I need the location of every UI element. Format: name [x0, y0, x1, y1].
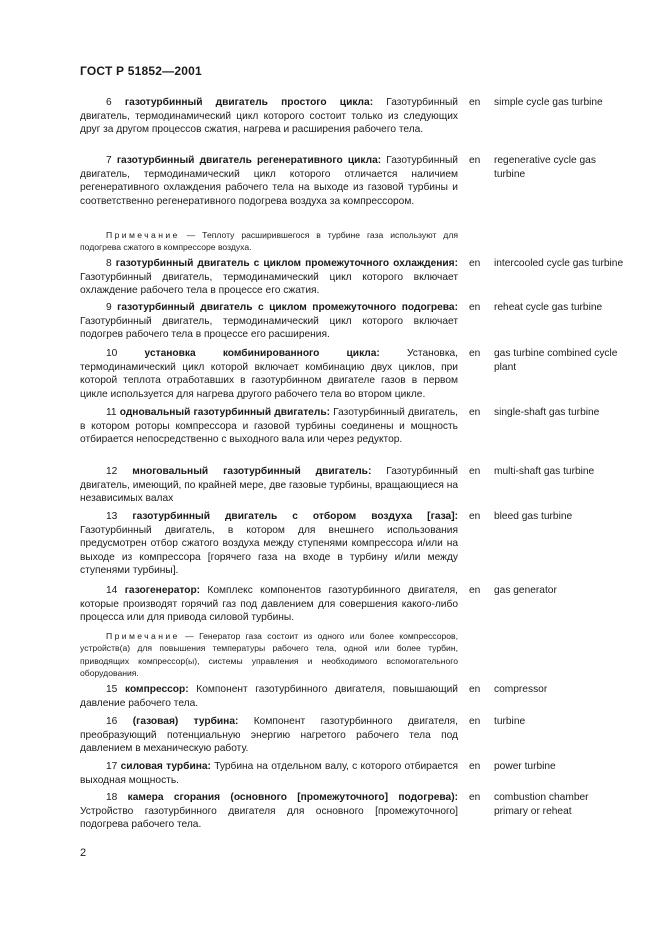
term-definition: Газотурбинный двигатель, термодинамический цикл которого отличается наличием регенеративного охлаждения рабочего тела на выходе из газовой турбины и соответственно регенеративного подогрева воздуха за компрессором. — [80, 155, 458, 207]
english-term: regenerative cycle gas turbine — [494, 155, 596, 180]
term-name: (газовая) турбина: — [132, 716, 239, 727]
language-code: en — [469, 716, 481, 727]
term-definition: Компонент газотурбинного двигателя, преобразующий потенциальную энергию нагретого рабочего тела под давлением в механическую работу. — [80, 716, 458, 755]
term-definition: Газотурбинный двигатель, термодинамический цикл которого включает охлаждение рабочего тела в процессе его сжатия. — [80, 271, 458, 297]
term-name: газогенератор: — [124, 585, 201, 596]
language-code: en — [469, 792, 481, 803]
language-code: en — [469, 407, 481, 418]
language-code: en — [469, 684, 481, 695]
term-name: газотурбинный двигатель регенеративного цикла: — [116, 155, 382, 166]
note-block — [80, 630, 458, 680]
term-entry-9: 9 газотурбинный двигатель с циклом промежуточного подогрева: Газотурбинный двигатель, термодинамический цикл которого включает подогрев рабочего тела в процессе его расширения. — [80, 302, 458, 341]
english-term: gas generator — [494, 585, 557, 596]
term-name: камера сгорания (основного [промежуточного] подогрева): — [127, 792, 458, 803]
note-label: Примечание — [106, 631, 180, 641]
english-term: single-shaft gas turbine — [494, 407, 600, 418]
term-name: газотурбинный двигатель с циклом промежуточного подогрева: — [117, 302, 458, 313]
english-term: bleed gas turbine — [494, 511, 573, 522]
term-entry-18: 18 камера сгорания (основного [промежуточного] подогрева): Устройство газотурбинного двигателя для основного [промежуточного] подогрева рабочего тела. — [80, 792, 458, 831]
page-number: 2 — [80, 847, 87, 859]
term-entry-6: 6 газотурбинный двигатель простого цикла: Газотурбинный двигатель, термодинамический цикл которого состоит только из следующих друг за другом процессов сжатия, нагрева и расширения рабочего тела. — [80, 97, 458, 136]
term-entry-15: 15 компрессор: Компонент газотурбинного двигателя, повышающий давление рабочего тела. — [80, 684, 458, 709]
english-term: turbine — [494, 716, 526, 727]
term-name: газотурбинный двигатель с отбором воздуха [газа]: — [132, 511, 458, 522]
language-code: en — [469, 585, 481, 596]
term-definition: Газотурбинный двигатель, термодинамический цикл которого состоит только из следующих друг за другом процессов сжатия, нагрева и расширения рабочего тела. — [80, 97, 458, 136]
language-code: en — [469, 155, 481, 166]
term-entry-11: 11 одновальный газотурбинный двигатель: Газотурбинный двигатель, в котором роторы компрессора и газовой турбины соединены и мощность отбирается непосредственно с выходного вала или через редуктор. — [80, 407, 458, 446]
term-name: компрессор: — [124, 684, 189, 695]
term-definition: Газотурбинный двигатель, имеющий, по крайней мере, две газовые турбины, вращающиеся на независимых валах — [80, 466, 458, 505]
term-name: одновальный газотурбинный двигатель: — [119, 407, 330, 418]
term-name: силовая турбина: — [120, 761, 211, 772]
term-entry-10: 10 установка комбинированного цикла: Установка, термодинамический цикл которой включает комбинацию двух циклов, при которой теплота отработавших в газотурбинном двигателе газов в первом цикле используется для нагрева другого рабочего тела во втором цикле. — [80, 348, 458, 400]
term-entry-8: 8 газотурбинный двигатель с циклом промежуточного охлаждения: Газотурбинный двигатель, термодинамический цикл которого включает охлаждение рабочего тела в процессе его сжатия. — [80, 258, 458, 297]
english-term: simple cycle gas turbine — [494, 97, 603, 108]
english-term: gas turbine combined cycle plant — [494, 348, 618, 373]
english-term: compressor — [494, 684, 548, 695]
term-entry-12: 12 многовальный газотурбинный двигатель: Газотурбинный двигатель, имеющий, по крайней мере, две газовые турбины, вращающиеся на независимых валах — [80, 466, 458, 505]
term-definition: Газотурбинный двигатель, в котором для внешнего использования предусмотрен отбор сжатого воздуха между ступенями компрессора и/или на выходе из компрессора [горячего газа на входе в турбину и/или между ступенями турбины]. — [80, 524, 458, 577]
language-code: en — [469, 761, 481, 772]
note-text: — Теплоту расширившегося в турбине газа используют для подогрева сжатого в компрессоре воздуха. — [80, 230, 458, 253]
term-name: газотурбинный двигатель простого цикла: — [124, 97, 374, 108]
term-definition: Компонент газотурбинного двигателя, повышающий давление рабочего тела. — [80, 684, 458, 709]
term-name: газотурбинный двигатель с циклом промежуточного охлаждения: — [115, 258, 458, 269]
term-entry-14: 14 газогенератор: Комплекс компонентов газотурбинного двигателя, которые производят горячий газ под давлением для совершения какого-либо процесса или для привода силовой турбины. — [80, 585, 458, 624]
term-definition: Газотурбинный двигатель, в котором роторы компрессора и газовой турбины соединены и мощность отбирается непосредственно с выходного вала или через редуктор. — [80, 407, 458, 446]
english-term: multi-shaft gas turbine — [494, 466, 595, 477]
english-term: power turbine — [494, 761, 556, 772]
english-term: intercooled cycle gas turbine — [494, 258, 624, 269]
term-definition: Комплекс компонентов газотурбинного двигателя, которые производят горячий газ под давлением для совершения какого-либо процесса или для привода силовой турбины. — [80, 585, 458, 624]
english-term: combustion chamber primary or reheat — [494, 792, 589, 817]
language-code: en — [469, 258, 481, 269]
term-name: установка комбинированного цикла: — [144, 348, 380, 359]
language-code: en — [469, 97, 481, 108]
english-term: reheat cycle gas turbine — [494, 302, 603, 313]
term-definition: Установка, термодинамический цикл которой включает комбинацию двух циклов, при которой теплота отработавших в газотурбинном двигателе газов в первом цикле используется для нагрева другого рабочего тела во втором цикле. — [80, 348, 458, 400]
language-code: en — [469, 511, 481, 522]
document-header: ГОСТ Р 51852—2001 — [80, 64, 202, 78]
term-definition: Газотурбинный двигатель, термодинамический цикл которого включает подогрев рабочего тела в процессе его расширения. — [80, 315, 458, 341]
term-entry-17: 17 силовая турбина: Турбина на отдельном валу, с которого отбирается выходная мощность. — [80, 761, 458, 786]
term-name: многовальный газотурбинный двигатель: — [132, 466, 372, 477]
note-block — [80, 229, 458, 254]
note-text: — Генератор газа состоит из одного или более компрессоров, устройств(а) для повышения температуры рабочего тела, одной или более турбин, приводящих компрессор(ы), системы управления и необходимого вспомогательного оборудования. — [80, 631, 458, 679]
term-entry-16: 16 (газовая) турбина: Компонент газотурбинного двигателя, преобразующий потенциальную энергию нагретого рабочего тела под давлением в механическую работу. — [80, 716, 458, 755]
language-code: en — [469, 302, 481, 313]
term-entry-7: 7 газотурбинный двигатель регенеративного цикла: Газотурбинный двигатель, термодинамический цикл которого отличается наличием регенеративного охлаждения рабочего тела на выходе из газовой турбины и соответственно регенеративного подогрева воздуха за компрессором. — [80, 155, 458, 207]
term-entry-13: 13 газотурбинный двигатель с отбором воздуха [газа]: Газотурбинный двигатель, в котором для внешнего использования предусмотрен отбор сжатого воздуха между ступенями компрессора и/или на выходе из компрессора [горячего газа на входе в турбину и/или между ступенями турбины]. — [80, 511, 458, 577]
language-code: en — [469, 348, 481, 359]
term-definition: Устройство газотурбинного двигателя для основного [промежуточного] подогрева рабочего тела. — [80, 805, 458, 831]
term-definition: Турбина на отдельном валу, с которого отбирается выходная мощность. — [80, 761, 458, 786]
note-label: Примечание — [106, 230, 180, 240]
language-code: en — [469, 466, 481, 477]
